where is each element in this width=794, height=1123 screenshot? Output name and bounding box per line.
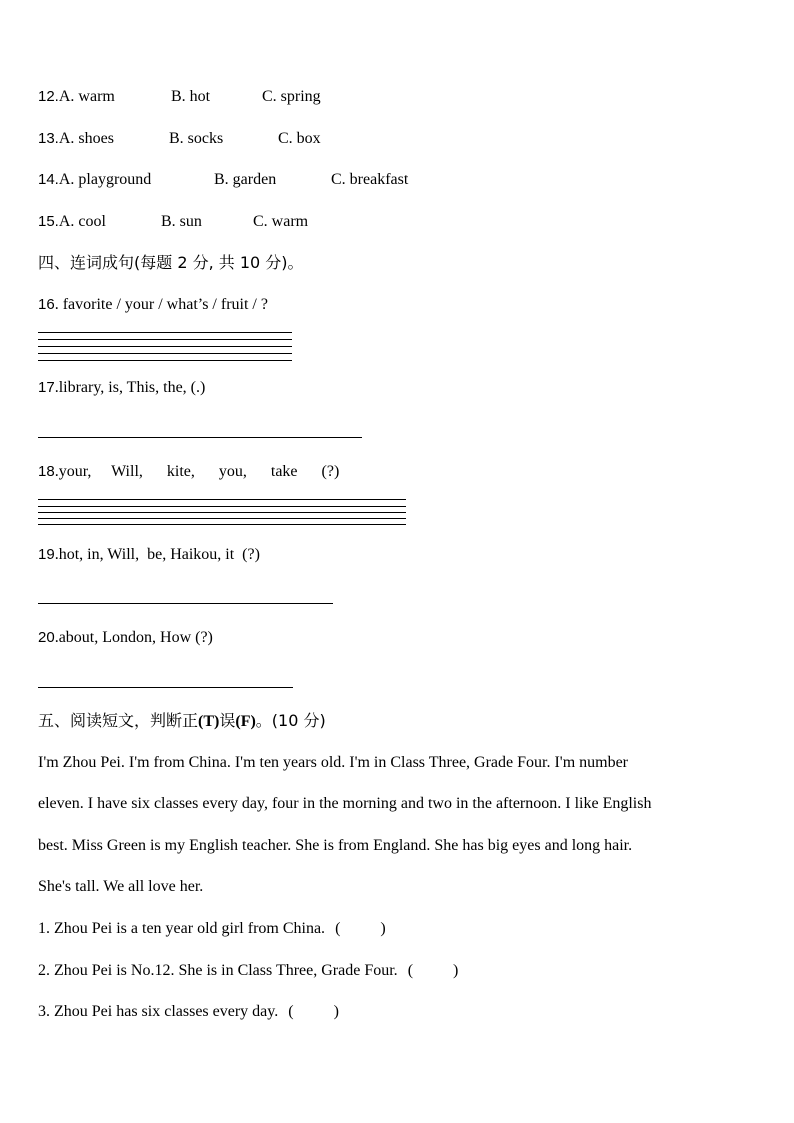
judge-question-2: [38, 961, 458, 981]
question-text: 3. Zhou Pei has six classes every day.: [38, 1003, 279, 1020]
word-list: .your, Will, kite, you, take (?): [54, 463, 340, 480]
question-number: 15.: [38, 213, 59, 230]
word-list: .about, London, How (?): [54, 629, 213, 646]
question-text: 1. Zhou Pei is a ten year old girl from China.: [38, 920, 326, 937]
word-list: .hot, in, Will, be, Haikou, it (?): [54, 546, 260, 563]
choice-row-14: [38, 170, 409, 190]
answer-line: [38, 360, 292, 361]
question-number: 18: [38, 463, 55, 480]
option-a: A. warm: [58, 88, 115, 105]
passage-line: eleven. I have six classes every day, four in the morning and two in the afternoon. I like English: [38, 795, 652, 812]
answer-line: [38, 346, 292, 347]
option-b: B. sun: [161, 213, 202, 230]
sentence-item-17: [38, 378, 205, 398]
answer-blank[interactable]: ( ): [407, 962, 459, 979]
word-list: .library, is, This, the, (.): [54, 379, 206, 396]
section-5-title-part: 五、阅读短文，判断正: [38, 711, 199, 730]
option-c: C. spring: [262, 88, 321, 105]
sentence-item-18: [38, 462, 339, 482]
section-5-title: [38, 711, 326, 732]
option-a: A. shoes: [58, 130, 114, 147]
sentence-item-20: [38, 628, 213, 648]
sentence-item-19: [38, 545, 260, 565]
choice-row-13: [38, 129, 321, 149]
passage-line: She's tall. We all love her.: [38, 878, 204, 895]
judge-question-3: [38, 1002, 339, 1022]
answer-line: [38, 603, 333, 604]
question-text: 2. Zhou Pei is No.12. She is in Class Three, Grade Four.: [38, 962, 398, 979]
passage-line: best. Miss Green is my English teacher. She is from England. She has big eyes and long hair.: [38, 837, 633, 854]
choice-row-15: [38, 212, 309, 232]
question-number: 19: [38, 546, 55, 563]
question-number: 13.: [38, 130, 59, 147]
answer-line: [38, 353, 292, 354]
section-4-title: 四、连词成句(每题 2 分, 共 10 分)。: [38, 253, 304, 272]
section-5-title-part: 误: [219, 711, 236, 730]
answer-line: [38, 687, 293, 688]
answer-line: [38, 518, 406, 519]
option-a: A. cool: [58, 213, 106, 230]
answer-line: [38, 506, 406, 507]
answer-blank[interactable]: ( ): [335, 920, 386, 937]
option-a: A. playground: [58, 171, 152, 188]
question-number: 12.: [38, 88, 59, 105]
section-5-title-part: 。(10 分): [255, 711, 326, 730]
passage-line: I'm Zhou Pei. I'm from China. I'm ten years old. I'm in Class Three, Grade Four. I'm number: [38, 754, 629, 771]
choice-row-12: [38, 87, 321, 107]
sentence-item-16: [38, 295, 268, 315]
answer-line: [38, 437, 362, 438]
answer-line: [38, 499, 406, 500]
answer-line: [38, 332, 292, 333]
option-c: C. warm: [253, 213, 309, 230]
option-c: C. box: [278, 130, 321, 147]
answer-line: [38, 524, 406, 525]
judge-question-1: [38, 919, 386, 939]
answer-line: [38, 512, 406, 513]
option-b: B. hot: [171, 88, 211, 105]
false-marker: (F): [235, 713, 256, 730]
question-number: 17: [38, 379, 55, 396]
option-b: B. socks: [169, 130, 224, 147]
question-number: 14.: [38, 171, 59, 188]
true-marker: (T): [198, 713, 220, 730]
answer-blank[interactable]: ( ): [288, 1003, 339, 1020]
option-b: B. garden: [214, 171, 277, 188]
word-list: . favorite / your / what’s / fruit / ?: [54, 296, 268, 313]
question-number: 16: [38, 296, 55, 313]
question-number: 20: [38, 629, 55, 646]
option-c: C. breakfast: [331, 171, 409, 188]
answer-line: [38, 339, 292, 340]
